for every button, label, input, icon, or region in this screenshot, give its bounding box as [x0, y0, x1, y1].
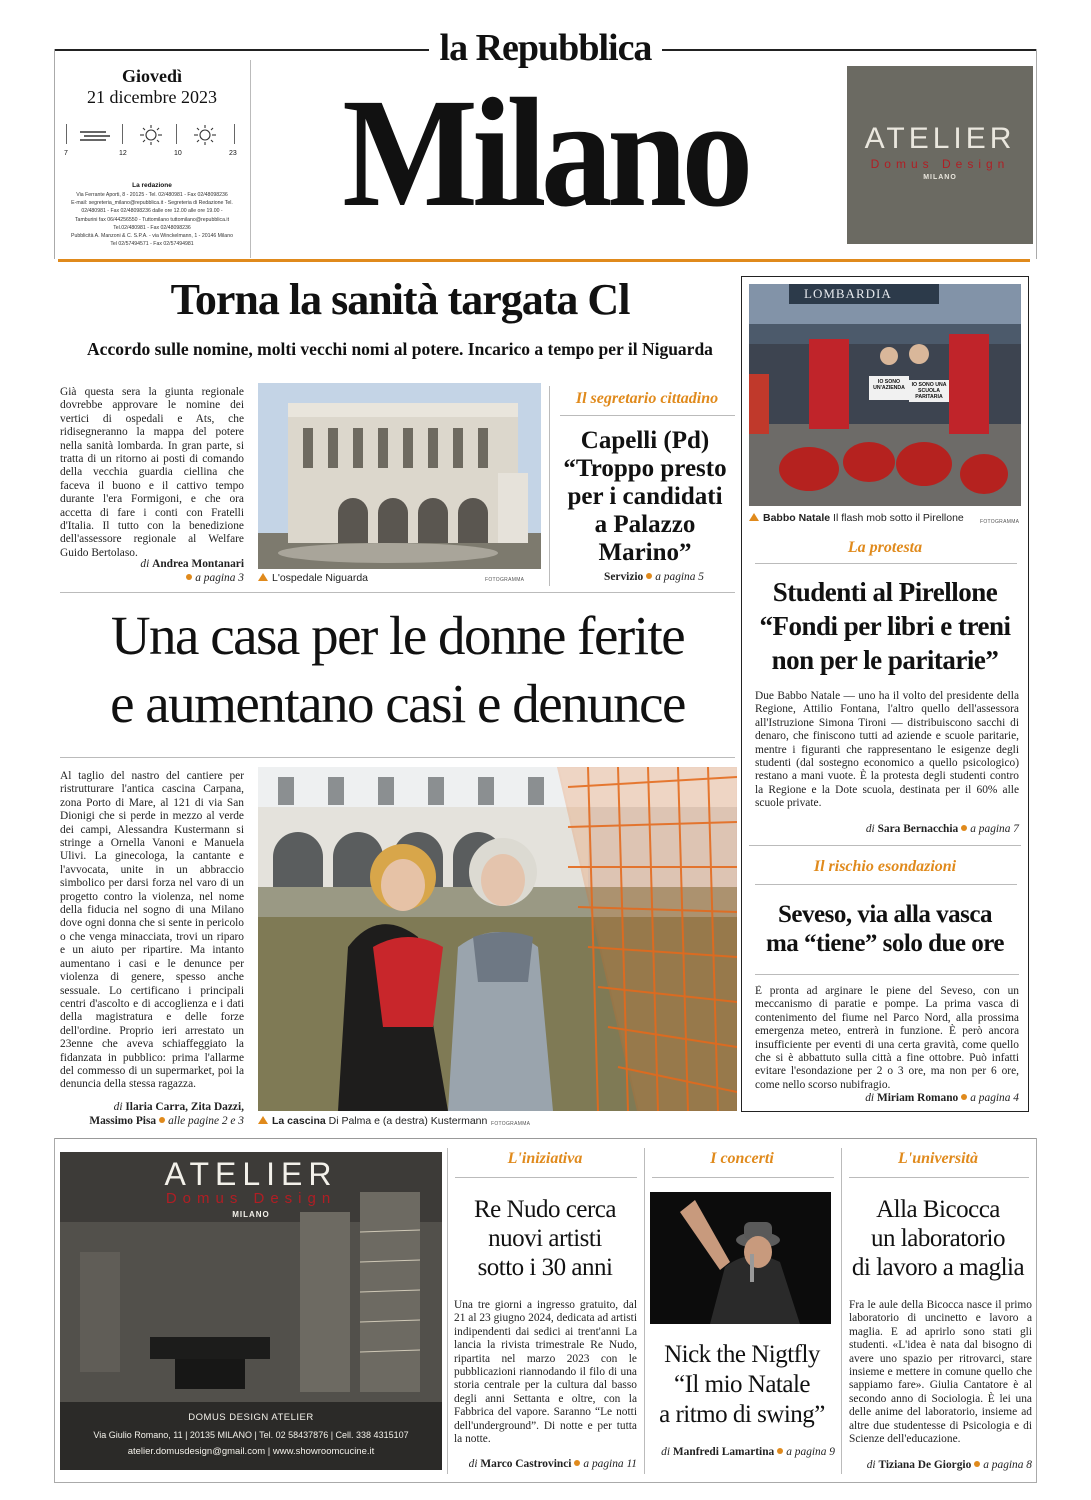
weather-temp: 10	[174, 150, 182, 157]
protest-sign-top: LOMBARDIA	[804, 286, 892, 301]
bullet-icon	[186, 574, 192, 580]
niguarda-caption: L'ospedale Niguarda	[258, 572, 368, 584]
frame-bottom-right	[1036, 1138, 1037, 1482]
donne-byline: di Ilaria Carra, Zita Dazzi,	[113, 1101, 244, 1113]
sun-icon	[136, 124, 166, 150]
masthead-day: Giovedì	[121, 66, 182, 86]
bullet-icon	[777, 1448, 783, 1454]
donne-headline[interactable]: Una casa per le donne ferite e aumentano casi e denunce	[110, 605, 685, 734]
bottom-ad[interactable]	[60, 1152, 442, 1470]
donne-body: Al taglio del nastro del cantiere per ristrutturare l'antica cascina Carpana, zona Porto di Mare, al 121 di via San Dionigi che si perde in mezzo al verde dei campi, Alessandra Kustermann si stringe a Ornella Vanoni e Manuela Ulivi. La ginecologa, la cantante e l'avvocata, unite in un abbraccio simbolico per darsi forza nel varo di un progetto contro la violenza, nel nome della fiducia nel sogno di una Milano dove ogni donna che si sente in pericolo o che venga minacciata, trovi un riparo e un aiuto per ripartire. Ma intanto aumentano i casi e le denunce per violenza di genere, spesso anche sessuale. Lo certificano i principali centri d'ascolto e di accoglienza e i dati della magistratura e delle forze dell'ordine. Proprio ieri arrestato un 23enne che aveva schiaffeggiato la fidanzata in pubblico: prima l'allarme del commesso di un supermarket, poi la denuncia della stessa ragazza.	[60, 770, 244, 1091]
capelli-headline[interactable]: Capelli (Pd) “Troppo presto per i candidati a Palazzo Marino”	[563, 427, 727, 566]
ad-contacts[interactable]: atelier.domusdesign@gmail.com | www.showroomcucine.it	[127, 1446, 375, 1457]
protesta-headline[interactable]: Studenti al Pirellone “Fondi per libri e treni non per le paritarie”	[759, 577, 1011, 675]
weather-divider	[122, 124, 123, 144]
protesta-body: Due Babbo Natale — uno ha il volto del presidente della Regione, Attilio Fontana, l'altro quello dell'assessora all'Istruzione Simona Tironi — distribuiscono sacchi di denaro, che finiscono tutti ad aziende e scuole paritarie, mentre i figuranti che rappresentano le esigenze degli studenti (dal sostegno economico a quello psicologico) restano a mani vuote. È la protesta degli studenti contro la Regione e la Dote scuola, destinata per il 60% alle scuole private.	[755, 690, 1019, 810]
photo-credit: FOTOGRAMMA	[491, 1121, 531, 1127]
column-rule	[447, 1148, 448, 1474]
frame-bottom	[54, 1482, 1037, 1483]
ad-city: MILANO	[232, 1210, 270, 1219]
kicker-rule	[849, 1177, 1029, 1178]
renudo-kicker: L'iniziativa	[507, 1150, 583, 1167]
seveso-body: È pronta ad arginare le piene del Seveso, con un meccanismo di paratie e pompe. La prima vasca di contenimento del fiume nel Parco Nord, alla prossima emergenza meteo, entrerà in funzione. È però ancora insufficiente per eventi di una certa gravità, come quello che si è abbattuto sulla città a fine ottobre. Può infatti evitare l'esondazione per 2 o 3 ore, ma non per 6 ore, come nello scorso nubifragio.	[755, 985, 1019, 1091]
universita-body: Fra le aule della Bicocca nasce il primo laboratorio di uncinetto e lavoro a maglia. E ad aprirlo sono stati gli studenti. «L'idea è nata dal bisogno di avere uno spazio per ritrovarci, stare insieme e mettere in comune quello che sappiamo fare». Giulia Cantatore è al secondo anno di Sociologia. È lei una delle anime del laboratorio, insieme ad altre due studentesse di Psicologia e di Scienze dell'educazione.	[849, 1299, 1032, 1446]
seveso-headline[interactable]: Seveso, via alla vasca ma “tiene” solo due ore	[765, 901, 1004, 957]
top-ad[interactable]	[847, 66, 1033, 244]
weather-strip	[64, 124, 244, 160]
brand-logo[interactable]: la Repubblica	[439, 27, 652, 69]
universita-byline[interactable]: di Tiziana De Giorgio a pagina 8	[866, 1459, 1032, 1471]
protest-sign-a: IO SONO UN'AZIENDA	[873, 379, 905, 391]
weather-divider	[176, 124, 177, 144]
weather-divider	[234, 124, 235, 144]
weather-divider	[66, 124, 67, 144]
protest-photo	[749, 284, 1021, 506]
protest-caption: Babbo Natale Il flash mob sotto il Pirellone	[749, 512, 964, 524]
protesta-kicker: La protesta	[847, 539, 923, 556]
renudo-byline[interactable]: di Marco Castrovinci a pagina 11	[468, 1458, 637, 1470]
concerti-kicker: I concerti	[710, 1150, 774, 1167]
fog-icon	[78, 129, 112, 148]
ad-city: MILANO	[923, 174, 957, 181]
redazione-title: La redazione	[132, 182, 172, 189]
frame-bottom-left	[54, 1138, 55, 1482]
renudo-headline[interactable]: Re Nudo cerca nuovi artisti sotto i 30 anni	[473, 1196, 617, 1281]
ad-address: Via Giulio Romano, 11 | 20135 MILANO | Tel. 02 58437876 | Cell. 338 4315107	[93, 1430, 409, 1440]
bullet-icon	[974, 1461, 980, 1467]
section-rule	[755, 974, 1019, 975]
concert-photo	[650, 1192, 831, 1324]
photo-credit: FOTOGRAMMA	[980, 519, 1020, 525]
column-rule	[644, 1148, 645, 1474]
protest-sign-b: IO SONO UNA SCUOLA PARITARIA	[911, 382, 947, 400]
sun-icon	[190, 124, 220, 150]
lead-body: Già questa sera la giunta regionale dovrebbe approvare le nomine dei vertici di ospedali e Ats, che ridisegneranno la mappa del potere nella sanità lombarda. In gran parte, si tratta di un ritorno ai posti di comando della vecchia guardia ciellina che faceva il buono e il cattivo tempo durante l'era Formigoni, e che ora accetta di fare i conti con Fratelli d'Italia. Il tutto con la benedizione dell'assessore regionale al Welfare Guido Bertolaso.	[60, 386, 244, 559]
capelli-kicker: Il segretario cittadino	[575, 390, 719, 407]
edition-title[interactable]: Milano	[342, 66, 748, 239]
ad-sub: Domus Design	[165, 1190, 337, 1207]
kicker-rule	[652, 1177, 834, 1178]
caption-triangle-icon	[258, 573, 268, 581]
ad-brand: ATELIER	[864, 122, 1016, 155]
renudo-body: Una tre giorni a ingresso gratuito, dal 21 al 23 giugno 2024, dedicata ad artisti indipendenti dai sedici ai trent'anni La lancia la rivista trimestrale Re Nudo, ripartita nel marzo 2023 con le pubblicazioni riannodando il filo di una storia centrale per la cultura dal basso degli anni Settanta e oltre, con la Fabbrica del vapore. Saranno “Le notti dell'underground”. Di notte e per tutta la notte.	[454, 1299, 637, 1446]
frame-right	[1036, 49, 1037, 259]
niguarda-photo	[258, 383, 541, 569]
ad-name: DOMUS DESIGN ATELIER	[188, 1412, 314, 1423]
kicker-rule	[560, 415, 735, 416]
bullet-icon	[574, 1460, 580, 1466]
capelli-ref[interactable]: Servizio a pagina 5	[604, 571, 704, 583]
weather-temp: 12	[119, 150, 127, 157]
protesta-byline[interactable]: di Sara Bernacchia a pagina 7	[865, 823, 1019, 835]
kicker-rule	[455, 1177, 637, 1178]
weather-temp: 23	[229, 150, 237, 157]
ad-sub: Domus Design	[870, 157, 1010, 171]
concerti-byline[interactable]: di Manfredi Lamartina a pagina 9	[661, 1446, 835, 1458]
masthead-date: 21 dicembre 2023	[87, 87, 217, 107]
section-rule	[60, 592, 735, 593]
concerti-headline[interactable]: Nick the Nigtfly “Il mio Natale a ritmo di swing”	[659, 1341, 825, 1428]
bullet-icon	[646, 573, 652, 579]
lead-headline[interactable]: Torna la sanità targata Cl	[170, 275, 630, 324]
caption-triangle-icon	[258, 1116, 268, 1124]
bottom-separator	[54, 1138, 1036, 1139]
kicker-rule	[755, 563, 1017, 564]
column-rule	[841, 1148, 842, 1474]
brand-line-right	[662, 49, 1037, 51]
masthead-separator	[250, 60, 251, 258]
bullet-icon	[961, 825, 967, 831]
bullet-icon	[961, 1094, 967, 1100]
caption-triangle-icon	[749, 513, 759, 521]
photo-credit: FOTOGRAMMA	[485, 577, 525, 583]
universita-headline[interactable]: Alla Bicocca un laboratorio di lavoro a maglia	[851, 1196, 1025, 1281]
cascina-photo	[258, 767, 737, 1111]
lead-byline: di Andrea Montanari	[140, 558, 244, 570]
lead-subhead: Accordo sulle nomine, molti vecchi nomi al potere. Incarico a tempo per il Niguarda	[87, 339, 713, 359]
bullet-icon	[159, 1117, 165, 1123]
universita-kicker: L'università	[897, 1150, 978, 1167]
brand-line-left	[54, 49, 429, 51]
donne-byline-2[interactable]: Massimo Pisa alle pagine 2 e 3	[89, 1115, 244, 1127]
seveso-byline[interactable]: di Miriam Romano a pagina 4	[865, 1092, 1019, 1104]
kicker-rule	[755, 884, 1017, 885]
redazione-info: Via Ferrante Aporti, 8 - 20125 - Tel. 02/480981 - Fax 02/48098236 E-mail: segreteria_milano@repubblica.it - Segreteria di Redazione Tel. 02/480981 - Fax 02/48098236 dalle ore 12.00 alle ore 19.00 - Tamburini fax 06/44256550 - Tuttomilano tuttomilano@repubblica.it Tel.02/480981 - Fax 02/48098236 Pubblicità A. Manzoni & C. S.P.A. - via Winckelmann, 1 - 20146 Milano Tel 02/57494571 - Fax 02/57494981	[71, 192, 233, 248]
cascina-caption: La cascina Di Palma e (a destra) Kustermann	[258, 1115, 487, 1127]
masthead-accent-line	[58, 259, 1030, 262]
weather-temp: 7	[64, 150, 68, 157]
ad-brand: ATELIER	[164, 1156, 338, 1192]
seveso-kicker: Il rischio esondazioni	[813, 858, 957, 875]
section-rule	[60, 757, 735, 758]
lead-page-ref[interactable]: a pagina 3	[60, 572, 244, 585]
section-rule	[749, 845, 1021, 846]
